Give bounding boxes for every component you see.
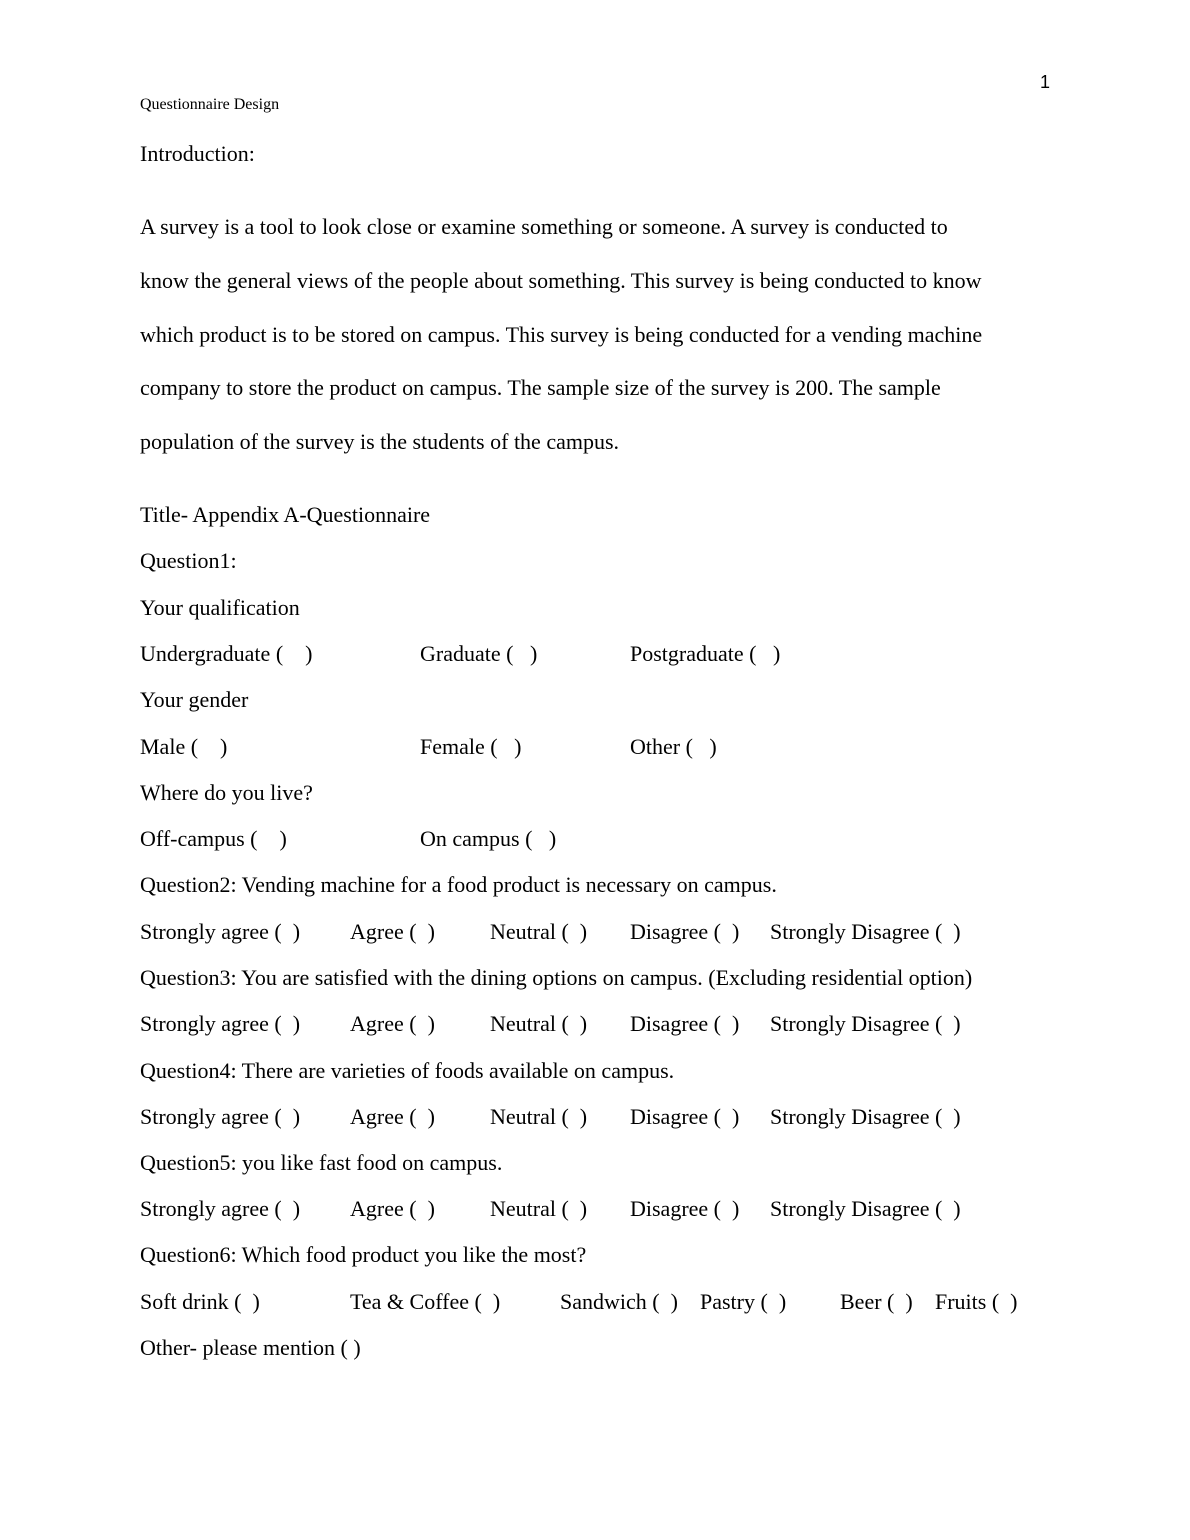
option-off-campus[interactable]: Off-campus ( ) — [140, 826, 287, 851]
intro-line: A survey is a tool to look close or examine something or someone. A survey is conducted to — [140, 214, 948, 239]
option-other-mention[interactable]: Other- please mention ( ) — [140, 1335, 361, 1360]
option-neutral[interactable]: Neutral ( ) — [490, 1196, 588, 1221]
question6-label: Question6: Which food product you like the most? — [140, 1242, 587, 1267]
option-disagree[interactable]: Disagree ( ) — [630, 1196, 740, 1221]
option-strongly-disagree[interactable]: Strongly Disagree ( ) — [770, 1011, 961, 1036]
option-fruits[interactable]: Fruits ( ) — [935, 1289, 1018, 1314]
intro-line: know the general views of the people about something. This survey is being conducted to know — [140, 268, 982, 293]
question6-options — [140, 1289, 1060, 1315]
option-strongly-agree[interactable]: Strongly agree ( ) — [140, 1104, 301, 1129]
option-undergraduate[interactable]: Undergraduate ( ) — [140, 641, 313, 666]
intro-line: population of the survey is the students of the campus. — [140, 429, 620, 454]
option-on-campus[interactable]: On campus ( ) — [420, 826, 557, 851]
question5-label: Question5: you like fast food on campus. — [140, 1150, 503, 1175]
intro-line: which product is to be stored on campus. This survey is being conducted for a vending machine — [140, 322, 983, 347]
option-soft-drink[interactable]: Soft drink ( ) — [140, 1289, 260, 1314]
option-graduate[interactable]: Graduate ( ) — [420, 641, 538, 666]
residence-options — [140, 826, 1060, 852]
question5-options — [140, 1196, 1060, 1222]
intro-heading: Introduction: — [140, 141, 255, 166]
question2-label: Question2: Vending machine for a food product is necessary on campus. — [140, 872, 777, 897]
option-strongly-disagree[interactable]: Strongly Disagree ( ) — [770, 919, 961, 944]
question2-options — [140, 919, 1060, 945]
option-sandwich[interactable]: Sandwich ( ) — [560, 1289, 678, 1314]
option-strongly-agree[interactable]: Strongly agree ( ) — [140, 1196, 301, 1221]
option-strongly-agree[interactable]: Strongly agree ( ) — [140, 919, 301, 944]
option-agree[interactable]: Agree ( ) — [350, 1011, 435, 1036]
option-neutral[interactable]: Neutral ( ) — [490, 919, 588, 944]
question1-label: Question1: — [140, 548, 237, 573]
option-strongly-agree[interactable]: Strongly agree ( ) — [140, 1011, 301, 1036]
option-tea-coffee[interactable]: Tea & Coffee ( ) — [350, 1289, 501, 1314]
question4-options — [140, 1104, 1060, 1130]
qualification-options — [140, 641, 1060, 667]
qualification-prompt: Your qualification — [140, 595, 300, 620]
option-disagree[interactable]: Disagree ( ) — [630, 1104, 740, 1129]
option-neutral[interactable]: Neutral ( ) — [490, 1011, 588, 1036]
page-number: 1 — [1040, 72, 1051, 92]
option-agree[interactable]: Agree ( ) — [350, 1196, 435, 1221]
option-strongly-disagree[interactable]: Strongly Disagree ( ) — [770, 1196, 961, 1221]
residence-prompt: Where do you live? — [140, 780, 313, 805]
option-female[interactable]: Female ( ) — [420, 734, 522, 759]
gender-prompt: Your gender — [140, 687, 249, 712]
option-male[interactable]: Male ( ) — [140, 734, 228, 759]
question3-label: Question3: You are satisfied with the dining options on campus. (Excluding residential option) — [140, 965, 973, 990]
question4-label: Question4: There are varieties of foods available on campus. — [140, 1058, 675, 1083]
option-other[interactable]: Other ( ) — [630, 734, 717, 759]
gender-options — [140, 734, 1060, 760]
option-beer[interactable]: Beer ( ) — [840, 1289, 913, 1314]
option-disagree[interactable]: Disagree ( ) — [630, 1011, 740, 1036]
option-postgraduate[interactable]: Postgraduate ( ) — [630, 641, 781, 666]
option-neutral[interactable]: Neutral ( ) — [490, 1104, 588, 1129]
intro-line: company to store the product on campus. The sample size of the survey is 200. The sample — [140, 375, 941, 400]
option-strongly-disagree[interactable]: Strongly Disagree ( ) — [770, 1104, 961, 1129]
running-head: Questionnaire Design — [140, 96, 280, 113]
option-pastry[interactable]: Pastry ( ) — [700, 1289, 787, 1314]
questionnaire-title: Title- Appendix A-Questionnaire — [140, 502, 431, 527]
option-agree[interactable]: Agree ( ) — [350, 919, 435, 944]
option-agree[interactable]: Agree ( ) — [350, 1104, 435, 1129]
question3-options — [140, 1011, 1060, 1037]
option-disagree[interactable]: Disagree ( ) — [630, 919, 740, 944]
